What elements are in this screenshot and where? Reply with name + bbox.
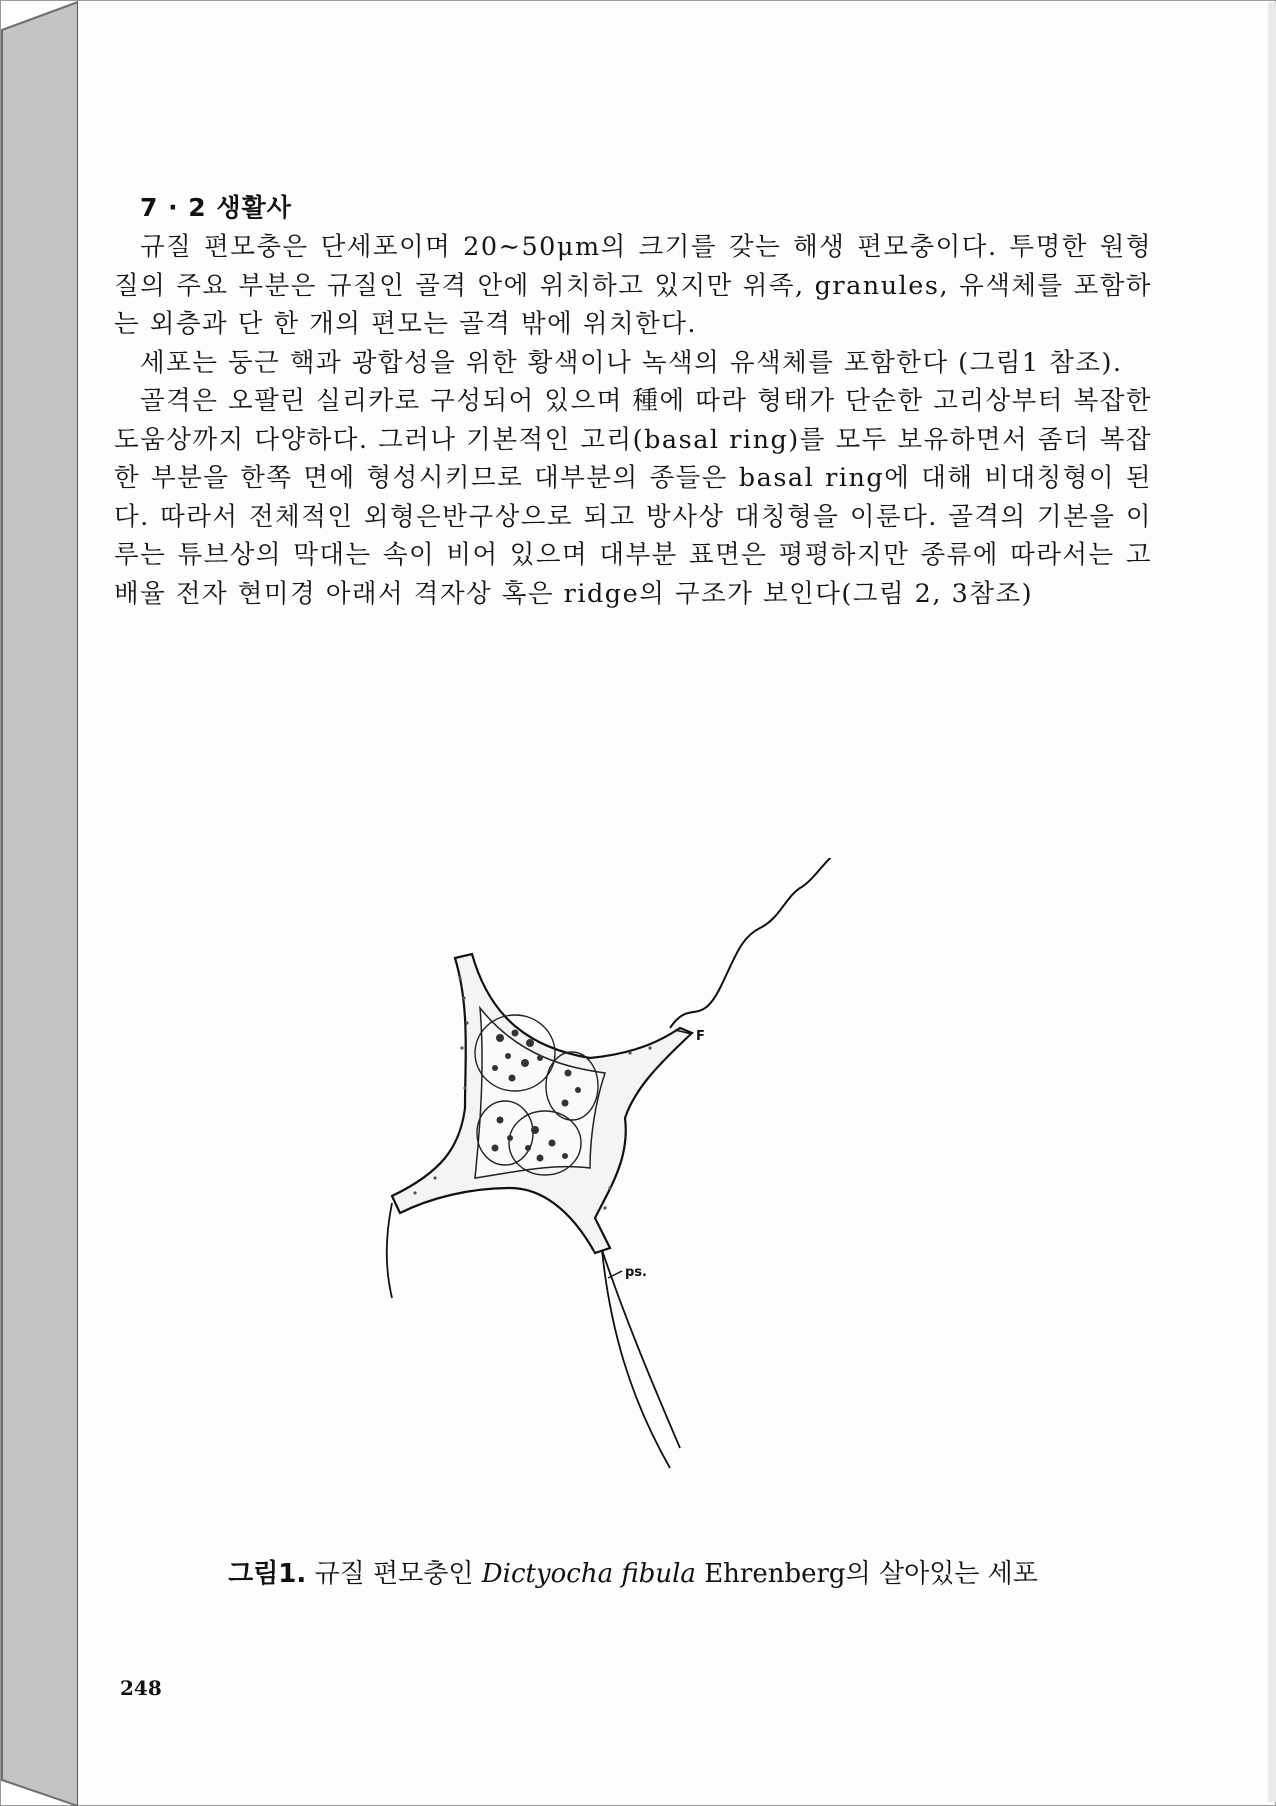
cell-illustration: [340, 858, 960, 1518]
figure-dictyocha-cell: [340, 858, 960, 1518]
book-spine: [0, 0, 78, 1806]
figure-caption: [114, 1553, 1152, 1590]
body-text: [114, 228, 1152, 613]
caption-species: Dictyocha fibula: [481, 1559, 696, 1589]
pseudopod: [387, 1203, 392, 1298]
caption-text-before: 규질 편모충인: [314, 1559, 474, 1589]
caption-label: 그림1.: [228, 1559, 307, 1589]
basal-ring: [475, 1008, 605, 1178]
pseudopod-label: ps.: [625, 1265, 647, 1280]
paragraph: 규질 편모충은 단세포이며 20∼50μm의 크기를 갖는 해생 편모충이다. 투명한 원형질의 주요 부분은 규질인 골격 안에 위치하고 있지만 위족, granules, 유색체를 포함하는 외층과 단 한 개의 편모는 골격 밖에 위치한다.: [114, 232, 1152, 339]
paragraph: 골격은 오팔린 실리카로 구성되어 있으며 種에 따라 형태가 단순한 고리상부터 복잡한 도움상까지 다양하다. 그러나 기본적인 고리(basal ring)를 모두 보유하면서 좀더 복잡한 부분을 한쪽 면에 형성시키므로 대부분의 종들은 basal ring에 대해 비대칭형이 된다. 따라서 전체적인 외형은반구상으로 되고 방사상 대칭형을 이룬다. 골격의 기본을 이루는 튜브상의 막대는 속이 비어 있으며 대부분 표면은 평평하지만 종류에 따라서는 고배율 전자 현미경 아래서 격자상 혹은 ridge의 구조가 보인다(그림 2, 3참조): [114, 386, 1152, 609]
paragraph: 세포는 둥근 핵과 광합성을 위한 황색이나 녹색의 유색체를 포함한다 (그림1 참조).: [140, 347, 1123, 378]
caption-text-after: Ehrenberg의 살아있는 세포: [704, 1559, 1038, 1589]
flagellum: [670, 858, 832, 1028]
pseudopod: [602, 1250, 670, 1468]
flagellum-label: F: [696, 1029, 705, 1044]
page-number: 248: [120, 1676, 162, 1700]
section-heading: 7 · 2 생활사: [140, 193, 292, 222]
